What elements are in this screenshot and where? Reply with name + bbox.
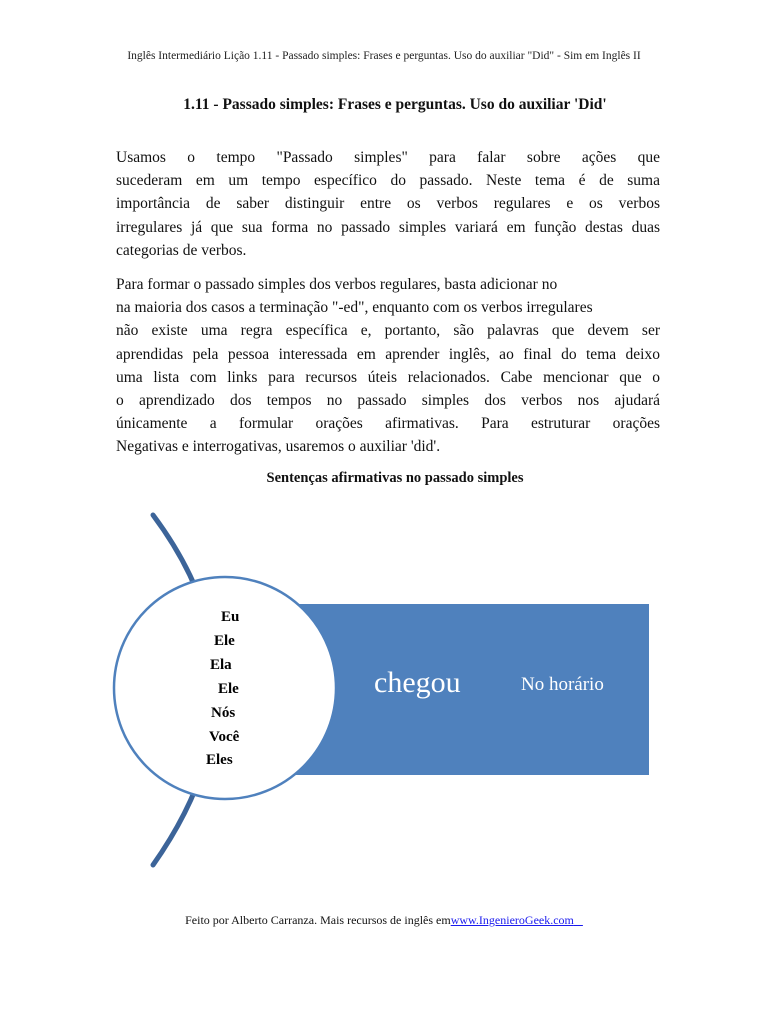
paragraph-line: uma lista com links para recursos úteis relacionados. Cabe mencionar que o	[116, 368, 660, 386]
paragraph-line: Para formar o passado simples dos verbos regulares, basta adicionar no	[116, 276, 558, 293]
paragraph-line: irregulares já que sua forma no passado simples variará em função destas duas	[116, 218, 660, 236]
footer-link-trail	[574, 913, 583, 927]
subject-word: Ele	[218, 681, 239, 697]
paragraph-line: importância de saber distinguir entre os verbos regulares e os verbos	[116, 195, 660, 213]
paragraph-line: Negativas e interrogativas, usaremos o auxiliar 'did'.	[116, 438, 441, 456]
subject-word: Ele	[214, 633, 235, 649]
paragraph-line: o aprendizado dos tempos no passado simples dos verbos nos ajudará	[116, 392, 660, 410]
paragraph-line: na maioria dos casos a terminação "-ed", enquanto com os verbos irregulares	[116, 299, 593, 317]
subject-word: Ela	[210, 657, 232, 673]
page-footer	[0, 913, 768, 928]
subject-word: Você	[209, 729, 240, 745]
section-subtitle: Sentenças afirmativas no passado simples	[266, 470, 524, 486]
footer-text: Feito por Alberto Carranza. Mais recursos de inglês em	[185, 913, 451, 927]
sentence-diagram	[0, 505, 768, 875]
paragraph-line: únicamente a formular orações afirmativas. Para estruturar orações	[116, 415, 660, 433]
verb-label: chegou	[374, 666, 461, 699]
rules-paragraph	[116, 273, 660, 459]
subject-word: Nós	[211, 705, 236, 721]
subject-word: Eu	[221, 609, 240, 625]
paragraph-line: Usamos o tempo "Passado simples" para falar sobre ações que	[116, 149, 660, 166]
paragraph-line: categorias de verbos.	[116, 241, 247, 259]
lesson-title: 1.11 - Passado simples: Frases e perguntas. Uso do auxiliar 'Did'	[183, 96, 607, 113]
paragraph-line: aprendidas pela pessoa interessada em aprender inglês, ao final do tema deixo	[116, 345, 660, 363]
footer-link[interactable]: www.IngenieroGeek.com	[450, 913, 574, 927]
paragraph-line: não existe uma regra específica e, portanto, são palavras que devem ser	[116, 322, 660, 340]
intro-paragraph	[116, 146, 660, 262]
subject-word: Eles	[206, 752, 233, 768]
page-header: Inglês Intermediário Lição 1.11 - Passado simples: Frases e perguntas. Uso do auxiliar "Did" - Sim em Inglês II	[127, 50, 641, 62]
complement-label: No horário	[521, 674, 604, 695]
paragraph-line: sucederam em um tempo específico do passado. Neste tema é de suma	[116, 172, 660, 190]
